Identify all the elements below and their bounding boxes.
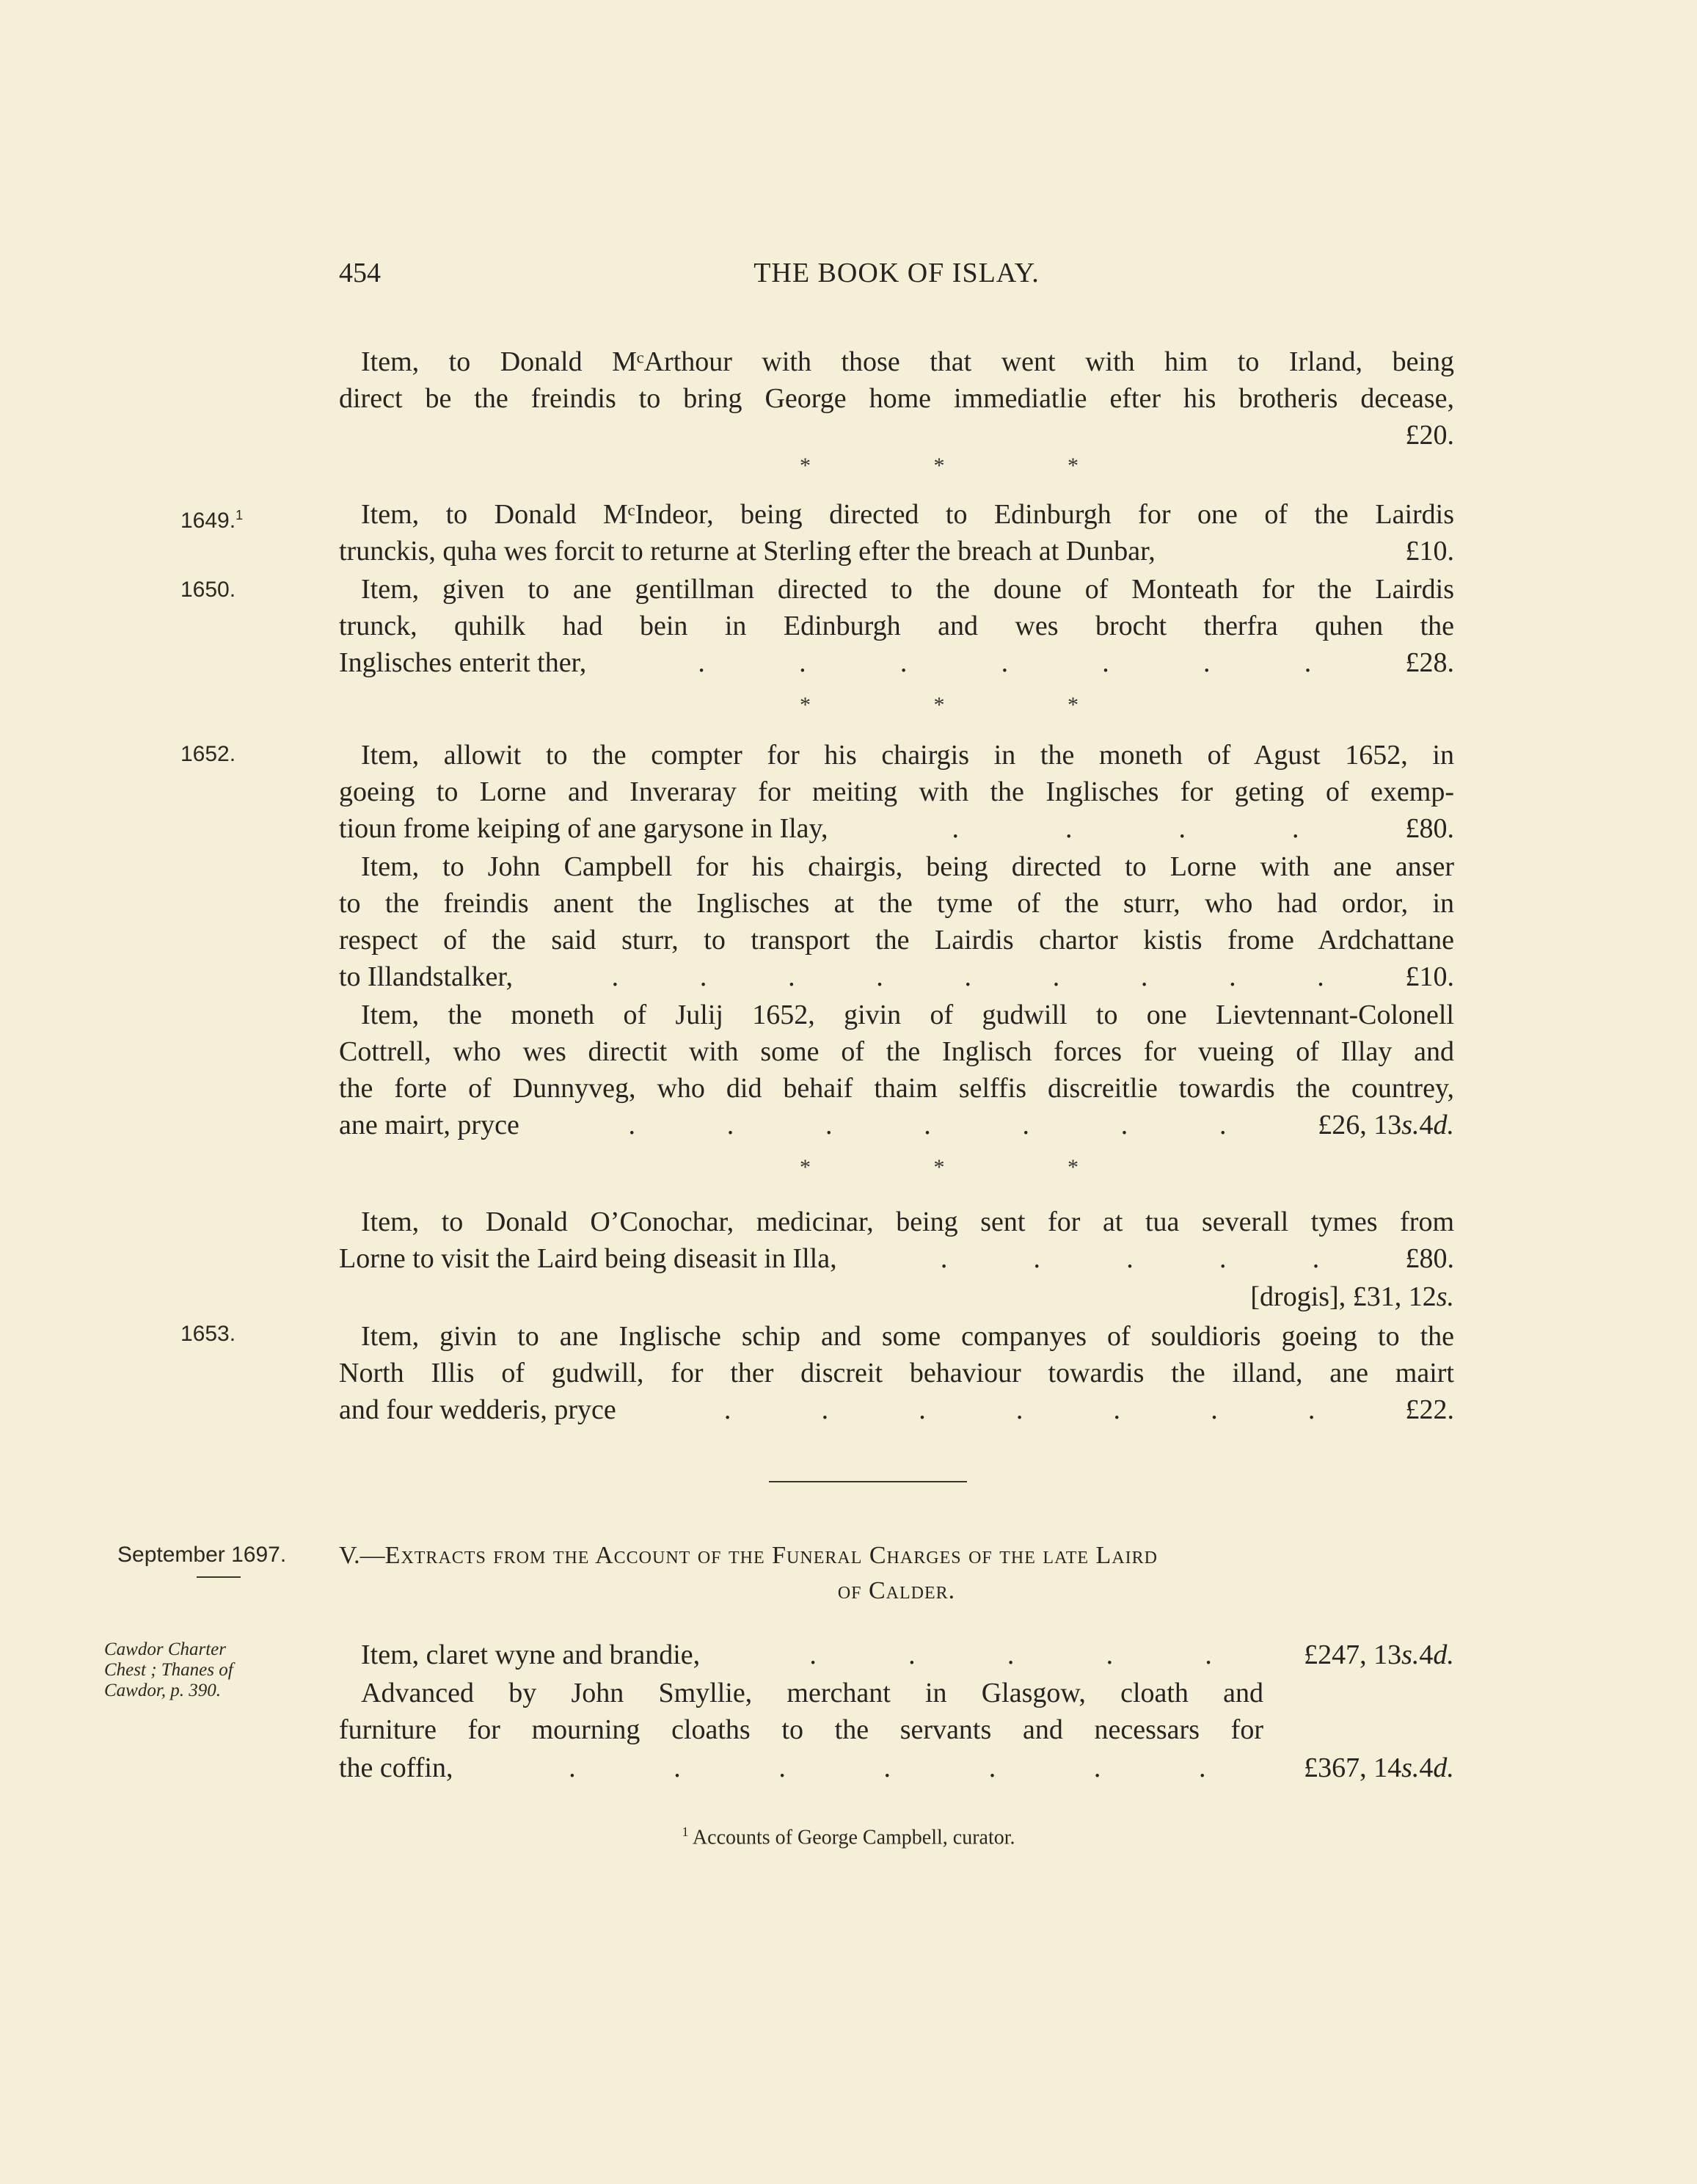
section-title-line-1: V.—Extracts from the Account of the Funeral Charges of the late Laird: [339, 1542, 1158, 1569]
entry-3-line-2: trunck, quhilk had bein in Edinburgh and wes brocht therfra quhen the: [339, 611, 1454, 641]
entry-5-line-4: to Illandstalker, . . . . . . . . . £10.: [339, 958, 1454, 995]
star: *: [1068, 1155, 1079, 1179]
entry-6-line-3: the forte of Dunnyveg, who did behaif thaim selffis discreitlie towardis the countrey,: [339, 1073, 1454, 1104]
star: *: [1068, 454, 1079, 478]
entry-6-line-2: Cottrell, who wes directit with some of the Inglisch forces for vueing of Illay and: [339, 1036, 1454, 1067]
entry-8-line-2: North Illis of gudwill, for ther discreit behaviour towardis the illand, ane mairt: [339, 1358, 1454, 1388]
entry-4-text: tioun frome keiping of ane garysone in Ilay,: [339, 813, 828, 844]
entry-9: Item, claret wyne and brandie, . . . . . £247, 13s.4d.: [339, 1637, 1454, 1673]
entry-3-line-3: Inglisches enterit ther, . . . . . . . £28.: [339, 644, 1454, 681]
page-number: 454: [339, 258, 381, 288]
footnote-marker: 1: [682, 1824, 689, 1839]
entry-7-drogis: [drogis], £31, 12s.: [1250, 1281, 1454, 1312]
entry-3-line-1: Item, given to ane gentillman directed to the doune of Monteath for the Lairdis: [361, 574, 1454, 605]
entry-5-line-2: to the freindis anent the Inglisches at the tyme of the sturr, who had ordor, in: [339, 888, 1454, 919]
section-divider: [769, 1481, 967, 1482]
star: *: [933, 1155, 945, 1179]
entry-6-line-4: ane mairt, pryce . . . . . . . £26, 13s.4d.: [339, 1107, 1454, 1143]
section-date: September 1697.: [117, 1543, 287, 1567]
entry-1-line-2: direct be the freindis to bring George home immediatlie efter his brotheris decease,: [339, 383, 1454, 414]
entry-3-amount: £28.: [1405, 647, 1454, 678]
page-title: THE BOOK OF ISLAY.: [753, 258, 1040, 288]
entry-10-text: the coffin,: [339, 1752, 453, 1783]
entry-4-line-3: tioun frome keiping of ane garysone in Ilay, . . . . £80.: [339, 810, 1454, 847]
entry-7-line-2: Lorne to visit the Laird being diseasit in Illa, . . . . . £80.: [339, 1240, 1454, 1277]
entry-10-amount: £367, 14s.4d.: [1304, 1752, 1454, 1783]
entry-4-amount: £80.: [1405, 813, 1454, 844]
entry-6-text: ane mairt, pryce: [339, 1110, 519, 1140]
entry-4-line-2: goeing to Lorne and Inveraray for meiting with the Inglisches for geting of exemp-: [339, 776, 1454, 807]
entry-2-text: trunckis, quha wes forcit to returne at Sterling efter the breach at Dunbar,: [339, 536, 1156, 567]
entry-8-line-1: Item, givin to ane Inglische schip and some companyes of souldioris goeing to the: [361, 1321, 1454, 1352]
entry-10-line-2: furniture for mourning cloaths to the servants and necessars for: [339, 1714, 1263, 1745]
entry-10-line-1: Advanced by John Smyllie, merchant in Glasgow, cloath and: [361, 1678, 1263, 1708]
entry-9-amount: £247, 13s.4d.: [1304, 1639, 1454, 1670]
entry-5-line-3: respect of the said sturr, to transport the Lairdis chartor kistis frome Ardchattane: [339, 925, 1454, 956]
entry-8-text: and four wedderis, pryce: [339, 1394, 616, 1425]
margin-year-1653: 1653.: [180, 1322, 236, 1346]
footnote-text: Accounts of George Campbell, curator.: [688, 1826, 1015, 1849]
entry-2-amount: £10.: [1405, 536, 1454, 567]
footnote: [0, 1824, 1697, 1849]
entry-6-line-1: Item, the moneth of Julij 1652, givin of gudwill to one Lievtennant-Colonell: [361, 1000, 1454, 1030]
entry-2-line-2: [339, 533, 1454, 569]
entry-9-text: Item, claret wyne and brandie,: [361, 1639, 701, 1670]
entry-1-amount: £20.: [1405, 420, 1454, 451]
footnote-ref: 1: [236, 508, 244, 523]
section-title-line-2: of Calder.: [837, 1577, 956, 1604]
section-stars-1: [800, 455, 1079, 477]
star: *: [1068, 693, 1079, 717]
star: *: [800, 1155, 811, 1179]
entry-7-amount: £80.: [1405, 1243, 1454, 1274]
margin-year-1652: 1652.: [180, 742, 236, 766]
entry-6-amount: £26, 13s.4d.: [1318, 1110, 1454, 1140]
margin-year-1650: 1650.: [180, 578, 236, 602]
star: *: [933, 454, 945, 478]
running-header: [339, 257, 1454, 294]
year-label: 1649.: [180, 509, 236, 533]
star: *: [933, 693, 945, 717]
section-stars-3: [800, 1157, 1079, 1179]
date-underline: [197, 1576, 241, 1578]
star: *: [800, 693, 811, 717]
margin-citation: Cawdor Charter Chest ; Thanes of Cawdor, p. 390.: [104, 1639, 233, 1700]
entry-5-line-1: Item, to John Campbell for his chairgis, being directed to Lorne with ane anser: [361, 851, 1454, 882]
entry-7-line-1: Item, to Donald O’Conochar, medicinar, being sent for at tua severall tymes from: [361, 1206, 1454, 1237]
margin-year-1649: [180, 500, 243, 536]
entry-4-line-1: Item, allowit to the compter for his chairgis in the moneth of Agust 1652, in: [361, 740, 1454, 771]
section-stars-2: [800, 694, 1079, 716]
star: *: [800, 454, 811, 478]
entry-5-text: to Illandstalker,: [339, 961, 513, 992]
entry-8-line-3: and four wedderis, pryce . . . . . . . £22.: [339, 1391, 1454, 1428]
entry-3-text: Inglisches enterit ther,: [339, 647, 587, 678]
entry-7-text: Lorne to visit the Laird being diseasit in Illa,: [339, 1243, 837, 1274]
entry-5-amount: £10.: [1405, 961, 1454, 992]
entry-8-amount: £22.: [1405, 1394, 1454, 1425]
entry-2-line-1: Item, to Donald MᶜIndeor, being directed to Edinburgh for one of the Lairdis: [361, 499, 1454, 530]
entry-1-line-1: Item, to Donald MᶜArthour with those that went with him to Irland, being: [361, 346, 1454, 377]
entry-10-line-3: the coffin, . . . . . . . £367, 14s.4d.: [339, 1750, 1454, 1786]
